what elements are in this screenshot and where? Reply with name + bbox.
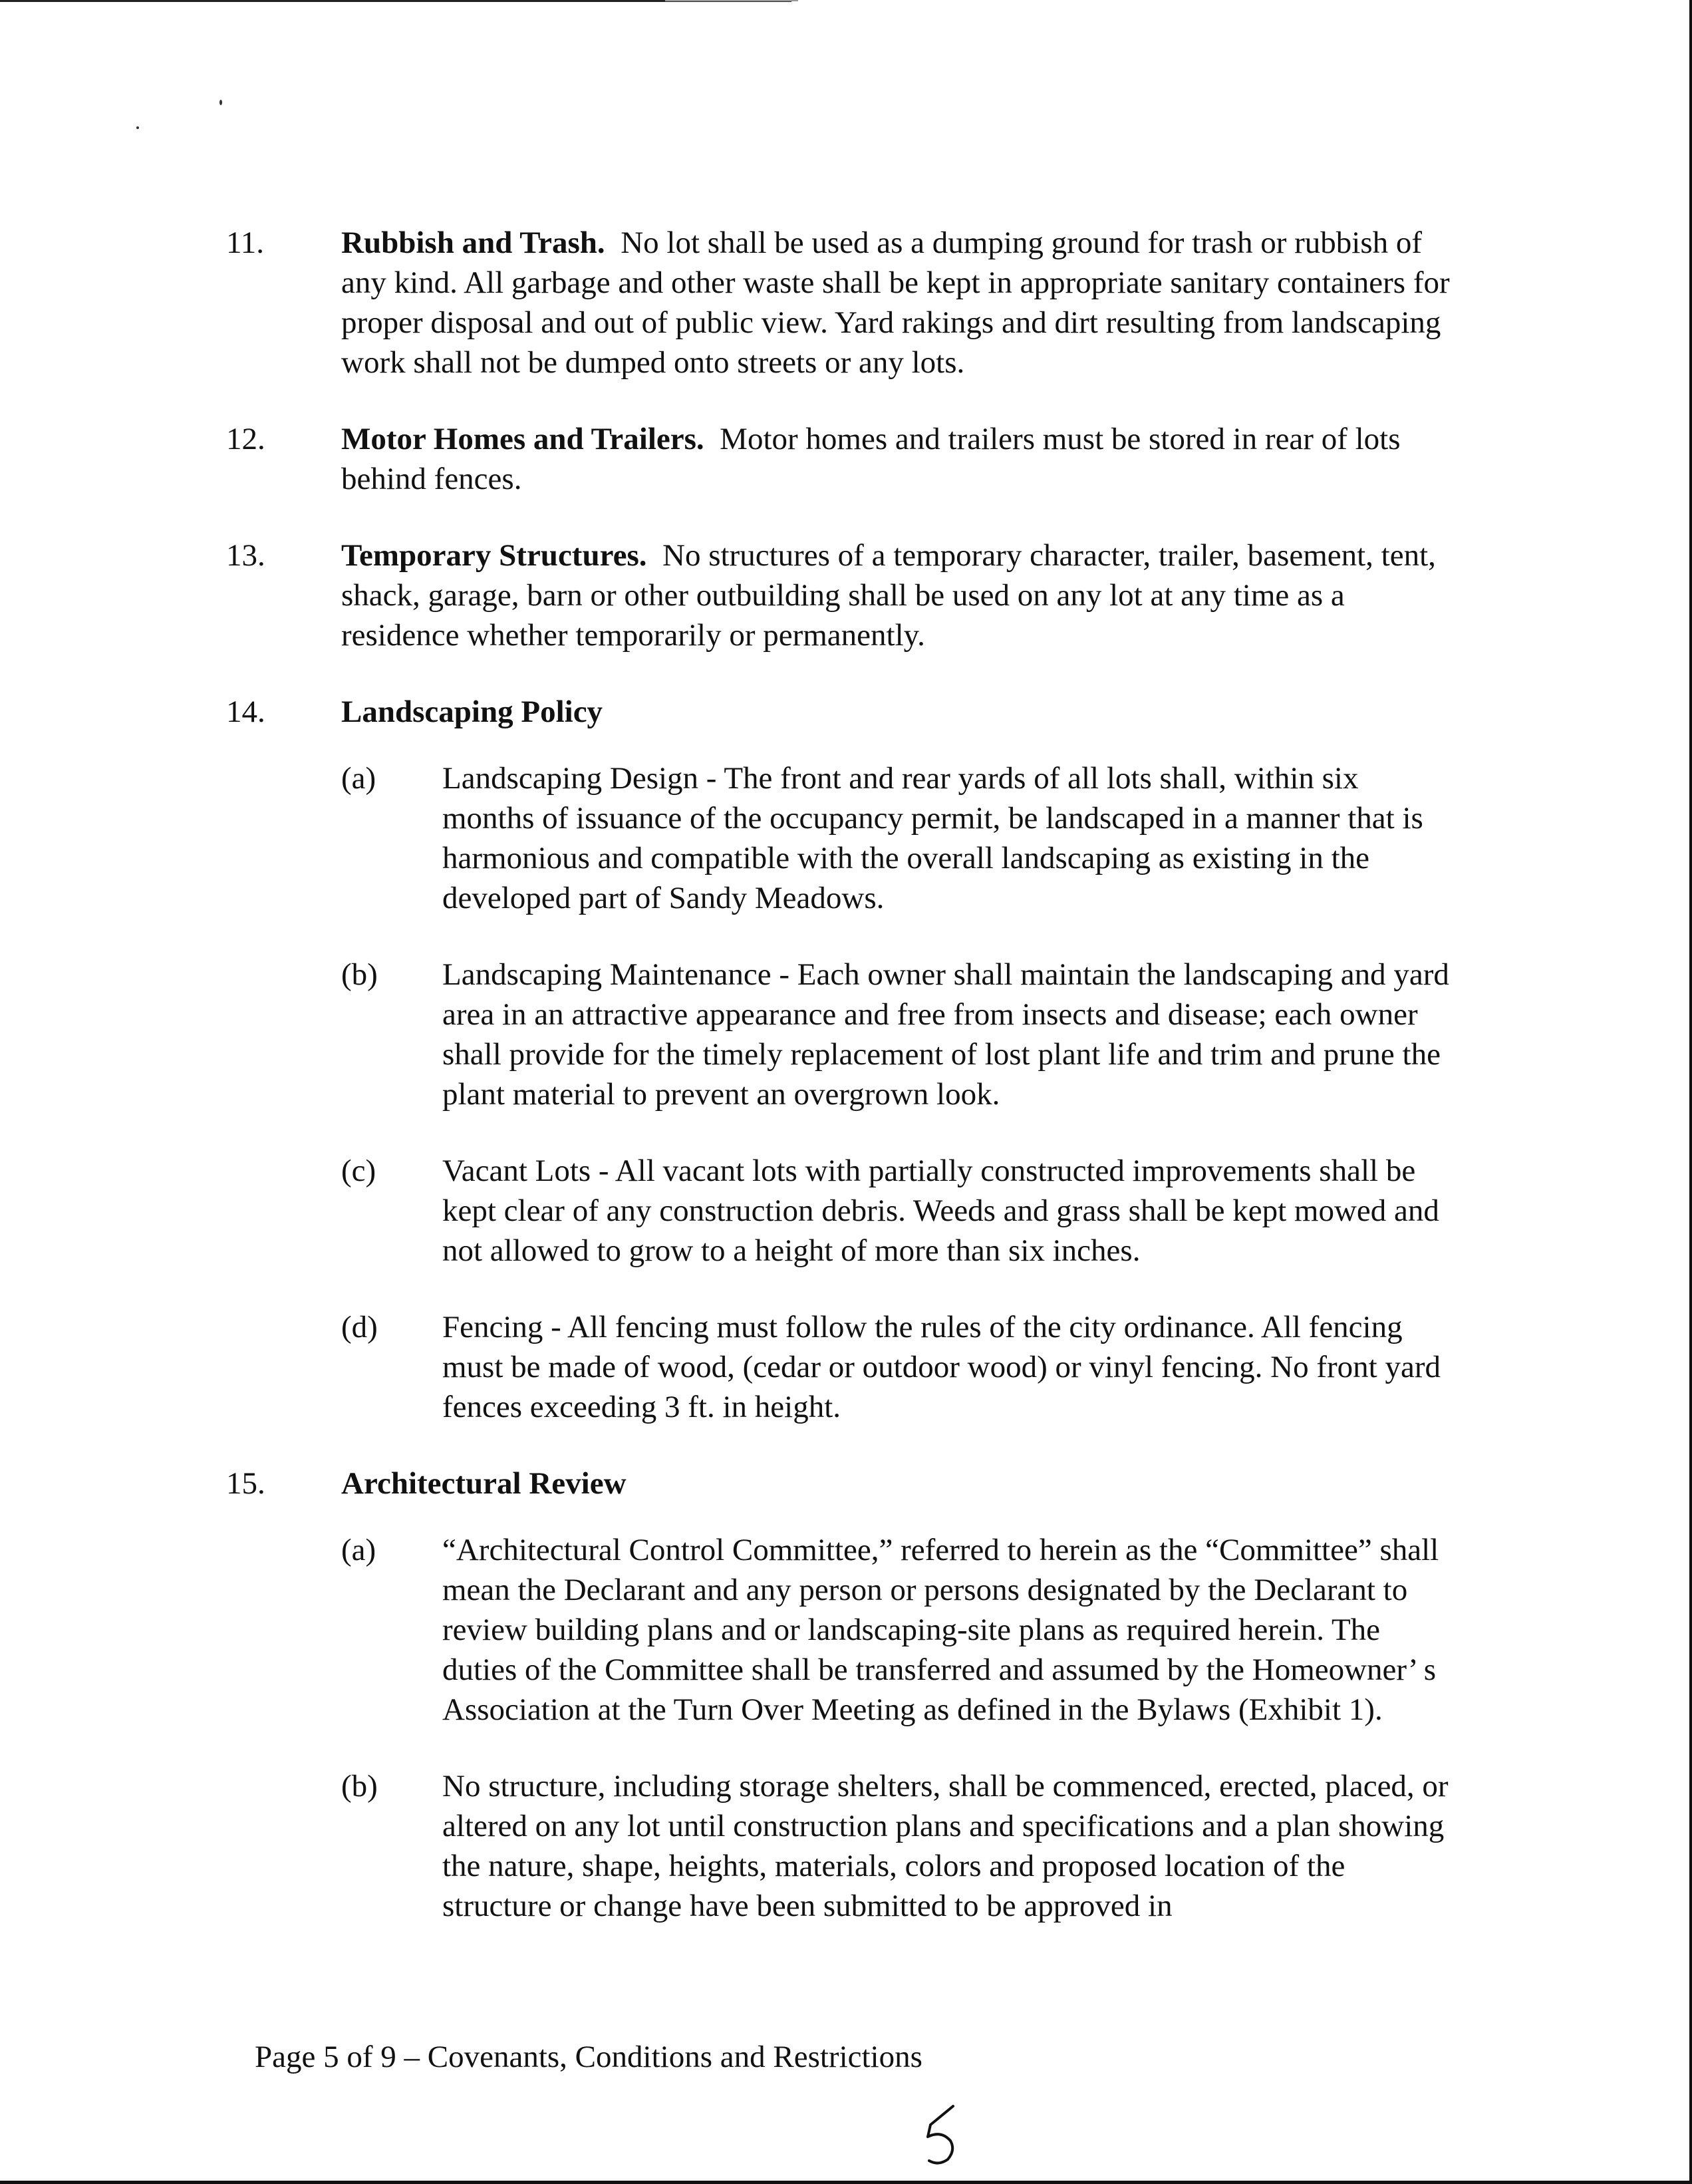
subsection-letter: (b) <box>341 1769 378 1803</box>
section-number: 12. <box>226 422 265 456</box>
section-number: 11. <box>226 226 265 260</box>
subsection-14a <box>341 758 1457 918</box>
section-13 <box>226 536 1457 655</box>
section-heading: Architectural Review <box>341 1466 627 1501</box>
subsection-14c <box>341 1151 1457 1271</box>
subsection-letter: (a) <box>341 1533 376 1567</box>
section-body <box>341 419 1457 499</box>
scan-speck <box>136 126 139 129</box>
section-12 <box>226 419 1457 499</box>
subsection-text: Fencing - All fencing must follow the rules of the city ordinance. All fencing must be made of wood, (cedar or outdoor wood) or vinyl fencing. No front yard fences exceeding 3 ft. in height. <box>442 1310 1441 1424</box>
subsection-15a <box>341 1530 1457 1730</box>
subsection-text: Landscaping Maintenance - Each owner shall maintain the landscaping and yard area in an attractive appearance and free from insects and disease; each owner shall provide for the timely replacement of lost plant life and trim and prune the plant material to prevent an overgrown look. <box>442 957 1449 1112</box>
section-text: Motor homes and trailers must be stored in rear of lots behind fences. <box>341 422 1401 496</box>
section-heading: Landscaping Policy <box>341 695 603 729</box>
subsection-text: Landscaping Design - The front and rear yards of all lots shall, within six months of issuance of the occupancy permit, be landscaped in a manner that is harmonious and compatible with the overall landscaping as existing in the developed part of Sandy Meadows. <box>442 761 1423 915</box>
section-text: No lot shall be used as a dumping ground for trash or rubbish of any kind. All garbage and other waste shall be kept in appropriate sanitary containers for proper disposal and out of public view. Yard rakings and dirt resulting from landscaping work shall not be dumped onto streets or any lots. <box>341 226 1450 380</box>
subsection-14b <box>341 955 1457 1114</box>
scan-speck <box>219 100 222 105</box>
section-body <box>341 536 1457 655</box>
subsection-letter: (a) <box>341 761 376 796</box>
section-15 <box>226 1464 1457 1503</box>
section-11 <box>226 223 1457 383</box>
subsection-15b <box>341 1766 1457 1926</box>
subsection-text: “Architectural Control Committee,” referred to herein as the “Committee” shall mean the Declarant and any person or persons designated by the Declarant to review building plans and or landscaping-site plans as required herein. The duties of the Committee shall be transferred and assumed by the Homeowner’ s Association at the Turn Over Meeting as defined in the Bylaws (Exhibit 1). <box>442 1533 1439 1727</box>
top-scan-border-faint <box>665 0 798 1</box>
section-heading: Rubbish and Trash. <box>341 226 605 260</box>
section-text: No structures of a temporary character, trailer, basement, tent, shack, garage, barn or other outbuilding shall be used on any lot at any time as a residence whether temporarily or permanently. <box>341 538 1436 653</box>
bottom-scan-border <box>0 2181 1692 2184</box>
subsection-letter: (b) <box>341 957 378 992</box>
handwritten-page-number <box>921 2102 961 2169</box>
section-number: 13. <box>226 538 265 573</box>
section-heading: Motor Homes and Trailers. <box>341 422 704 456</box>
section-14-subsections <box>341 758 1457 1427</box>
section-heading: Temporary Structures. <box>341 538 647 573</box>
section-number: 14. <box>226 695 265 729</box>
section-15-subsections <box>341 1530 1457 1926</box>
document-body <box>226 223 1457 1962</box>
section-body <box>341 223 1457 383</box>
subsection-letter: (d) <box>341 1310 378 1344</box>
right-scan-border <box>1689 0 1692 2184</box>
section-body <box>341 692 1457 732</box>
section-number: 15. <box>226 1466 265 1501</box>
section-14 <box>226 692 1457 732</box>
page-footer: Page 5 of 9 – Covenants, Conditions and Restrictions <box>255 2040 922 2074</box>
subsection-14d <box>341 1307 1457 1427</box>
subsection-letter: (c) <box>341 1154 376 1188</box>
subsection-text: No structure, including storage shelters, shall be commenced, erected, placed, or altered on any lot until construction plans and specifications and a plan showing the nature, shape, heights, materials, colors and proposed location of the structure or change have been submitted to be approved in <box>442 1769 1449 1923</box>
section-body <box>341 1464 1457 1503</box>
subsection-text: Vacant Lots - All vacant lots with partially constructed improvements shall be kept clear of any construction debris. Weeds and grass shall be kept mowed and not allowed to grow to a height of more than six inches. <box>442 1154 1439 1268</box>
